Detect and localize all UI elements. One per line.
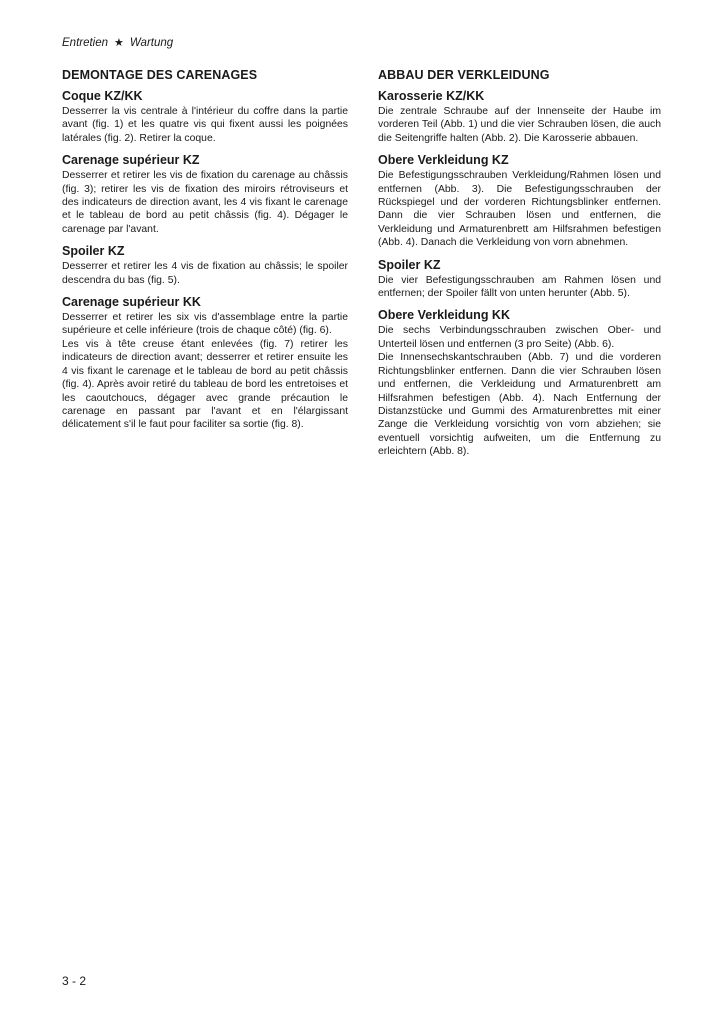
french-column [62,68,348,432]
german-heading-karosserie: Karosserie KZ/KK [378,89,485,103]
french-heading-spoiler: Spoiler KZ [62,244,125,259]
german-paragraph: Die zentrale Schraube auf der Innenseite der Haube im vorderen Teil (Abb. 1) und die vier Schrauben lösen, die auch die Seitengriffe halten (Abb. 2). Die Karosserie abbauen. [378,106,661,144]
french-paragraph: Desserrer et retirer les vis de fixation du carenage au châssis (fig. 3); retirer les vis de fixation des miroirs rétroviseurs et des indicateurs de direction avant, les 4 vis fixant le carenage et le tableau de bord au petit châssis (fig. 4). Dégager le carenage par l'avant. [62,170,348,235]
french-paragraph: Les vis à tête creuse étant enlevées (fig. 7) retirer les indicateurs de direction avant; desserrer et retirer ensuite les 4 vis fixant le carenage et le tableau de bord au petit châssis (fig. 4). Après avoir retiré du tableau de bord les entretoises et les caoutchoucs, dégager avec grande précaution le carenage en passant par l'avant et en l'élargissant délicatement s'il le faut pour faciliter sa sortie (fig. 8). [62,338,348,431]
german-heading-verkleidung-kz: Obere Verkleidung KZ [378,153,509,168]
german-heading-spoiler: Spoiler KZ [378,257,441,272]
french-section-title: DEMONTAGE DES CARENAGES [62,68,258,82]
german-paragraph: Die sechs Verbindungsschrauben zwischen Ober- und Unterteil lösen und entfernen (3 pro Seite) (Abb. 6). [378,325,661,350]
header-right: Wartung [129,37,174,49]
german-paragraph: Die vier Befestigungsschrauben am Rahmen lösen und entfernen; der Spoiler fällt von unten herunter (Abb. 5). [378,274,661,300]
page-number: 3 - 2 [62,974,87,988]
german-heading-verkleidung-kk: Obere Verkleidung KK [378,308,510,323]
star-separator-icon: ★ [114,37,124,49]
french-paragraph: Desserrer et retirer les 4 vis de fixation au châssis; le spoiler descendra du bas (fig. 5). [62,261,348,286]
french-heading-carenage-kz: Carenage supérieur KZ [62,153,200,168]
running-header [62,36,173,49]
german-section-title: ABBAU DER VERKLEIDUNG [378,68,550,82]
german-column [378,68,661,459]
german-paragraph: Die Innensechskantschrauben (Abb. 7) und die vorderen Richtungsblinker entfernen. Dann die vier Schrauben lösen und entfernen, die Verkleidung und Armaturenbrett am Hilfsrahmen befestigen (Abb. 4). Nach Entfernung der Distanzstücke und Gummi des Armaturenbrettes mit einer Zange die Verkleidung vorsichtig von vorn abziehen; sie eventuell vorsichtig aufweiten, um die Entfernung zu erleichtern (Abb. 8). [378,352,661,458]
header-left: Entretien [62,37,109,49]
french-paragraph: Desserrer la vis centrale à l'intérieur du coffre dans la partie avant (fig. 1) et les quatre vis qui fixent aussi les poignées latérales (fig. 2). Retirer la coque. [62,106,348,144]
french-heading-coque: Coque KZ/KK [62,89,143,103]
french-paragraph: Desserrer et retirer les six vis d'assemblage entre la partie supérieure et celle inférieure (trois de chaque côté) (fig. 6). [62,312,348,337]
french-heading-carenage-kk: Carenage supérieur KK [62,295,201,310]
german-paragraph: Die Befestigungsschrauben Verkleidung/Rahmen lösen und entfernen (Abb. 3). Die Befestigungsschrauben der Rückspiegel und der vorderen Richtungsblinker entfernen. Dann die vier Schrauben lösen und entfernen, die Verkleidung und Armaturenbrett am Hilfsrahmen befestigen (Abb. 4). Danach die Verkleidung von vorn abnehmen. [378,170,661,249]
